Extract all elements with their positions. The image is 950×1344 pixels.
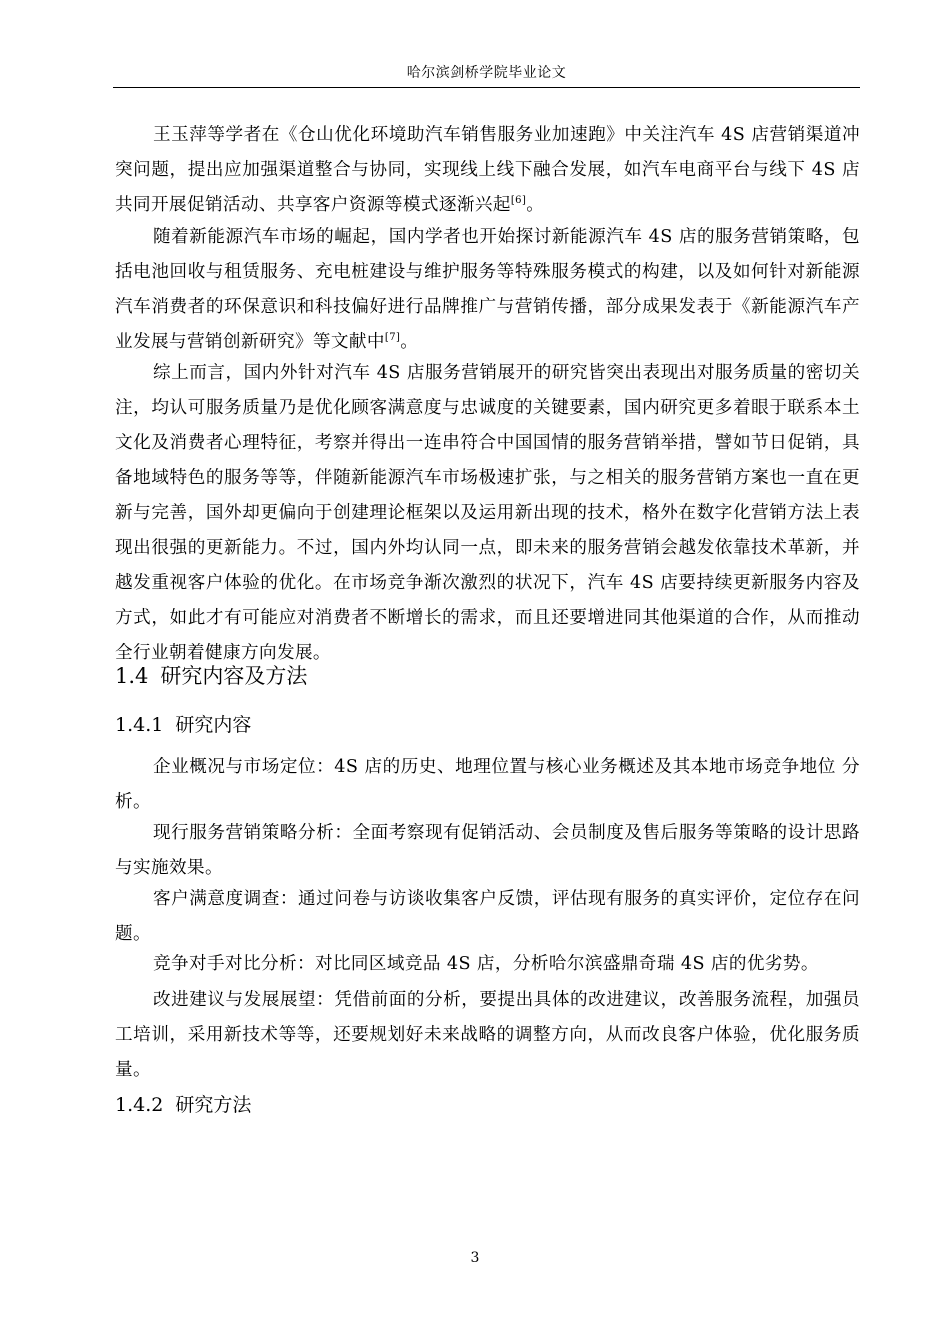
section-heading-1-4-2 [115, 1090, 251, 1117]
paragraph-competitor-analysis: 竞争对手对比分析：对比同区域竞品 4S 店，分析哈尔滨盛鼎奇瑞 4S 店的优劣势。 [153, 954, 819, 974]
citation: [7] [384, 332, 401, 344]
citation: [6] [510, 195, 527, 207]
paragraph-text: 随着新能源汽车市场的崛起，国内学者也开始探讨新能源汽车 4S 店的服务营销策略，包括电池回收与租赁服务、充电桩建设与维护服务等特殊服务模式的构建，以及如何针对新能源汽车消费者的环保意识和科技偏好进行品牌推广与营销传播，部分成果发表于《新能源汽车产业发展与营销创新研究》等文献中 [115, 227, 860, 352]
header-divider [113, 87, 860, 88]
paragraph-tail: 。 [526, 195, 545, 215]
paragraph-channel-conflict [115, 118, 860, 223]
paragraph-company-overview: 企业概况与市场定位：4S 店的历史、地理位置与核心业务概述及其本地市场竞争地位 分析。 [115, 757, 860, 812]
section-number: 1.4.1 [115, 714, 164, 736]
section-number: 1.4.2 [115, 1094, 164, 1116]
paragraph-current-strategy: 现行服务营销策略分析：全面考察现有促销活动、会员制度及售后服务等策略的设计思路与实施效果。 [115, 823, 860, 878]
section-title: 研究内容及方法 [160, 664, 308, 688]
paragraph-summary: 综上而言，国内外针对汽车 4S 店服务营销展开的研究皆突出表现出对服务质量的密切关注，均认可服务质量乃是优化顾客满意度与忠诚度的关键要素，国内研究更多着眼于联系本土文化及消费者心理特征，考察并得出一连串符合中国国情的服务营销举措，譬如节日促销，具备地域特色的服务等等，伴随新能源汽车市场极速扩张，与之相关的服务营销方案也一直在更新与完善，国外却更偏向于创建理论框架以及运用新出现的技术，格外在数字化营销方法上表现出很强的更新能力。不过，国内外均认同一点，即未来的服务营销会越发依靠技术革新，并越发重视客户体验的优化。在市场竞争渐次激烈的状况下，汽车 4S 店要持续更新服务内容及方式，如此才有可能应对消费者不断增长的需求，而且还要增进同其他渠道的合作，从而推动全行业朝着健康方向发展。 [115, 363, 860, 663]
paragraph-text: 王玉萍等学者在《仓山优化环境助汽车销售服务业加速跑》中关注汽车 4S 店营销渠道冲突问题，提出应加强渠道整合与协同，实现线上线下融合发展，如汽车电商平台与线下 4S 店共同开展促销活动、共享客户资源等模式逐渐兴起 [115, 125, 860, 215]
paragraph-improvement: 改进建议与发展展望：凭借前面的分析，要提出具体的改进建议，改善服务流程，加强员工培训，采用新技术等等，还要规划好未来战略的调整方向，从而改良客户体验，优化服务质量。 [115, 990, 860, 1080]
section-heading-1-4-1 [115, 710, 251, 737]
page-header: 哈尔滨剑桥学院毕业论文 [406, 65, 567, 81]
section-heading-1-4 [115, 660, 307, 690]
paragraph-satisfaction-survey: 客户满意度调查：通过问卷与访谈收集客户反馈，评估现有服务的真实评价，定位存在问题。 [115, 889, 860, 944]
section-title: 研究方法 [175, 1094, 252, 1116]
page-number: 3 [470, 1250, 480, 1266]
paragraph-new-energy [115, 220, 860, 360]
section-title: 研究内容 [175, 714, 252, 736]
paragraph-tail: 。 [400, 332, 419, 352]
section-number: 1.4 [115, 664, 149, 688]
